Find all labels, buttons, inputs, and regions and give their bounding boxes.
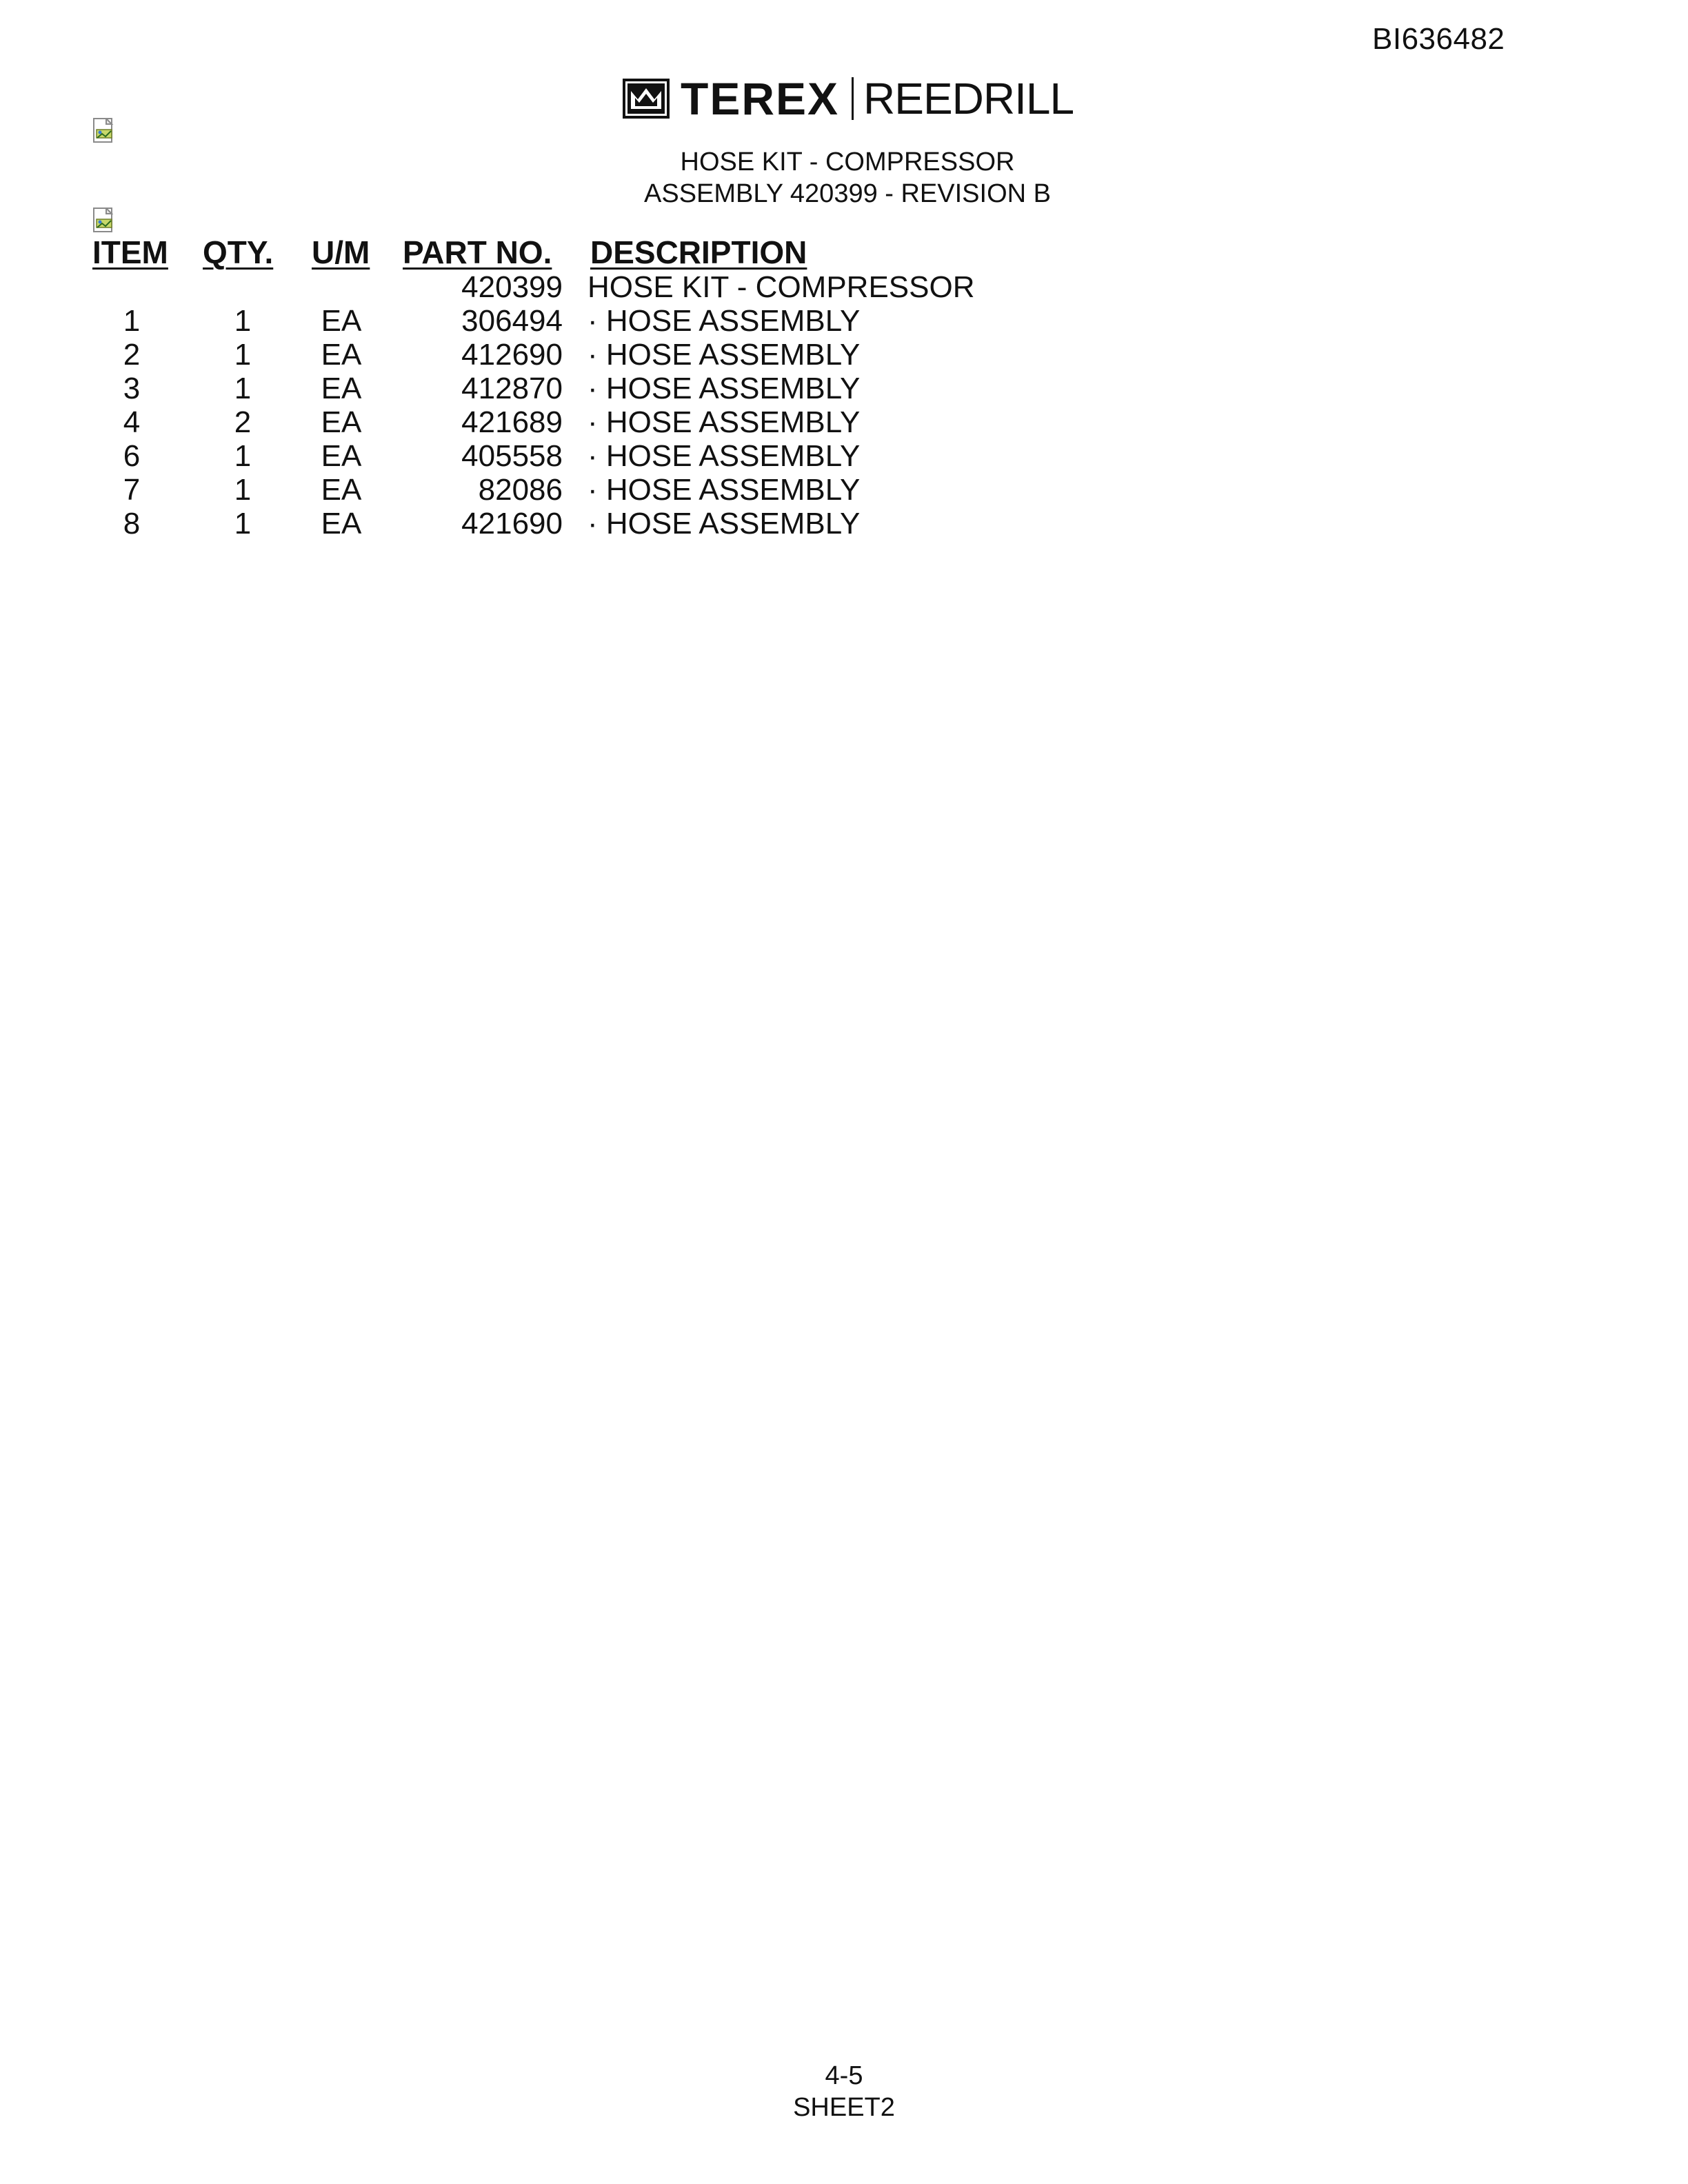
logo-brand-text: TEREX — [681, 73, 840, 124]
cell-part-no: 421690 — [461, 507, 563, 540]
cell-qty: 1 — [234, 473, 252, 507]
header-qty: QTY. — [203, 234, 274, 270]
table-row — [0, 439, 1688, 473]
cell-item: 7 — [123, 473, 141, 507]
cell-qty: 1 — [234, 439, 252, 473]
cell-qty: 1 — [234, 372, 252, 405]
cell-description: · HOSE ASSEMBLY — [587, 338, 861, 372]
cell-um: EA — [321, 338, 362, 372]
table-row — [0, 405, 1688, 439]
table-row — [0, 270, 1688, 304]
table-row — [0, 304, 1688, 338]
cell-um: EA — [321, 405, 362, 439]
sheet-label: SHEET2 — [793, 2093, 895, 2122]
table-row — [0, 473, 1688, 507]
cell-part-no: 405558 — [461, 439, 563, 473]
cell-um: EA — [321, 372, 362, 405]
title-line-1: HOSE KIT - COMPRESSOR — [680, 148, 1015, 176]
cell-qty: 1 — [234, 338, 252, 372]
cell-item: 4 — [123, 405, 141, 439]
cell-description: · HOSE ASSEMBLY — [587, 473, 861, 507]
cell-description: · HOSE ASSEMBLY — [587, 507, 861, 540]
terex-crown-emblem-icon — [623, 79, 670, 119]
cell-um: EA — [321, 439, 362, 473]
broken-image-icon — [91, 117, 117, 145]
cell-item: 2 — [123, 338, 141, 372]
cell-description: · HOSE ASSEMBLY — [587, 372, 861, 405]
cell-description: HOSE KIT - COMPRESSOR — [587, 270, 975, 304]
page-footer — [0, 2060, 1688, 2123]
cell-um: EA — [321, 473, 362, 507]
table-row — [0, 507, 1688, 540]
cell-item: 1 — [123, 304, 141, 338]
cell-item: 3 — [123, 372, 141, 405]
cell-part-no: 82086 — [478, 473, 563, 507]
cell-description: · HOSE ASSEMBLY — [587, 304, 861, 338]
cell-qty: 2 — [234, 405, 252, 439]
page-number: 4-5 — [825, 2061, 863, 2090]
header-item: ITEM — [92, 234, 168, 270]
document-id: BI636482 — [1372, 22, 1505, 56]
cell-item: 8 — [123, 507, 141, 540]
assembly-title — [0, 146, 1688, 210]
logo-sub-brand-text: REEDRILL — [863, 74, 1074, 123]
cell-part-no: 420399 — [461, 270, 563, 304]
cell-qty: 1 — [234, 304, 252, 338]
cell-description: · HOSE ASSEMBLY — [587, 439, 861, 473]
cell-description: · HOSE ASSEMBLY — [587, 405, 861, 439]
header-um: U/M — [312, 234, 370, 270]
header-description: DESCRIPTION — [590, 234, 807, 270]
cell-part-no: 421689 — [461, 405, 563, 439]
title-line-2: ASSEMBLY 420399 - REVISION B — [644, 179, 1051, 208]
logo-divider — [852, 77, 854, 120]
broken-image-icon — [91, 207, 117, 234]
cell-part-no: 412870 — [461, 372, 563, 405]
cell-part-no: 412690 — [461, 338, 563, 372]
terex-reedrill-logo — [623, 74, 1074, 123]
cell-part-no: 306494 — [461, 304, 563, 338]
table-row — [0, 338, 1688, 372]
cell-qty: 1 — [234, 507, 252, 540]
cell-um: EA — [321, 304, 362, 338]
cell-item: 6 — [123, 439, 141, 473]
cell-um: EA — [321, 507, 362, 540]
table-row — [0, 372, 1688, 405]
header-part-no: PART NO. — [403, 234, 552, 270]
